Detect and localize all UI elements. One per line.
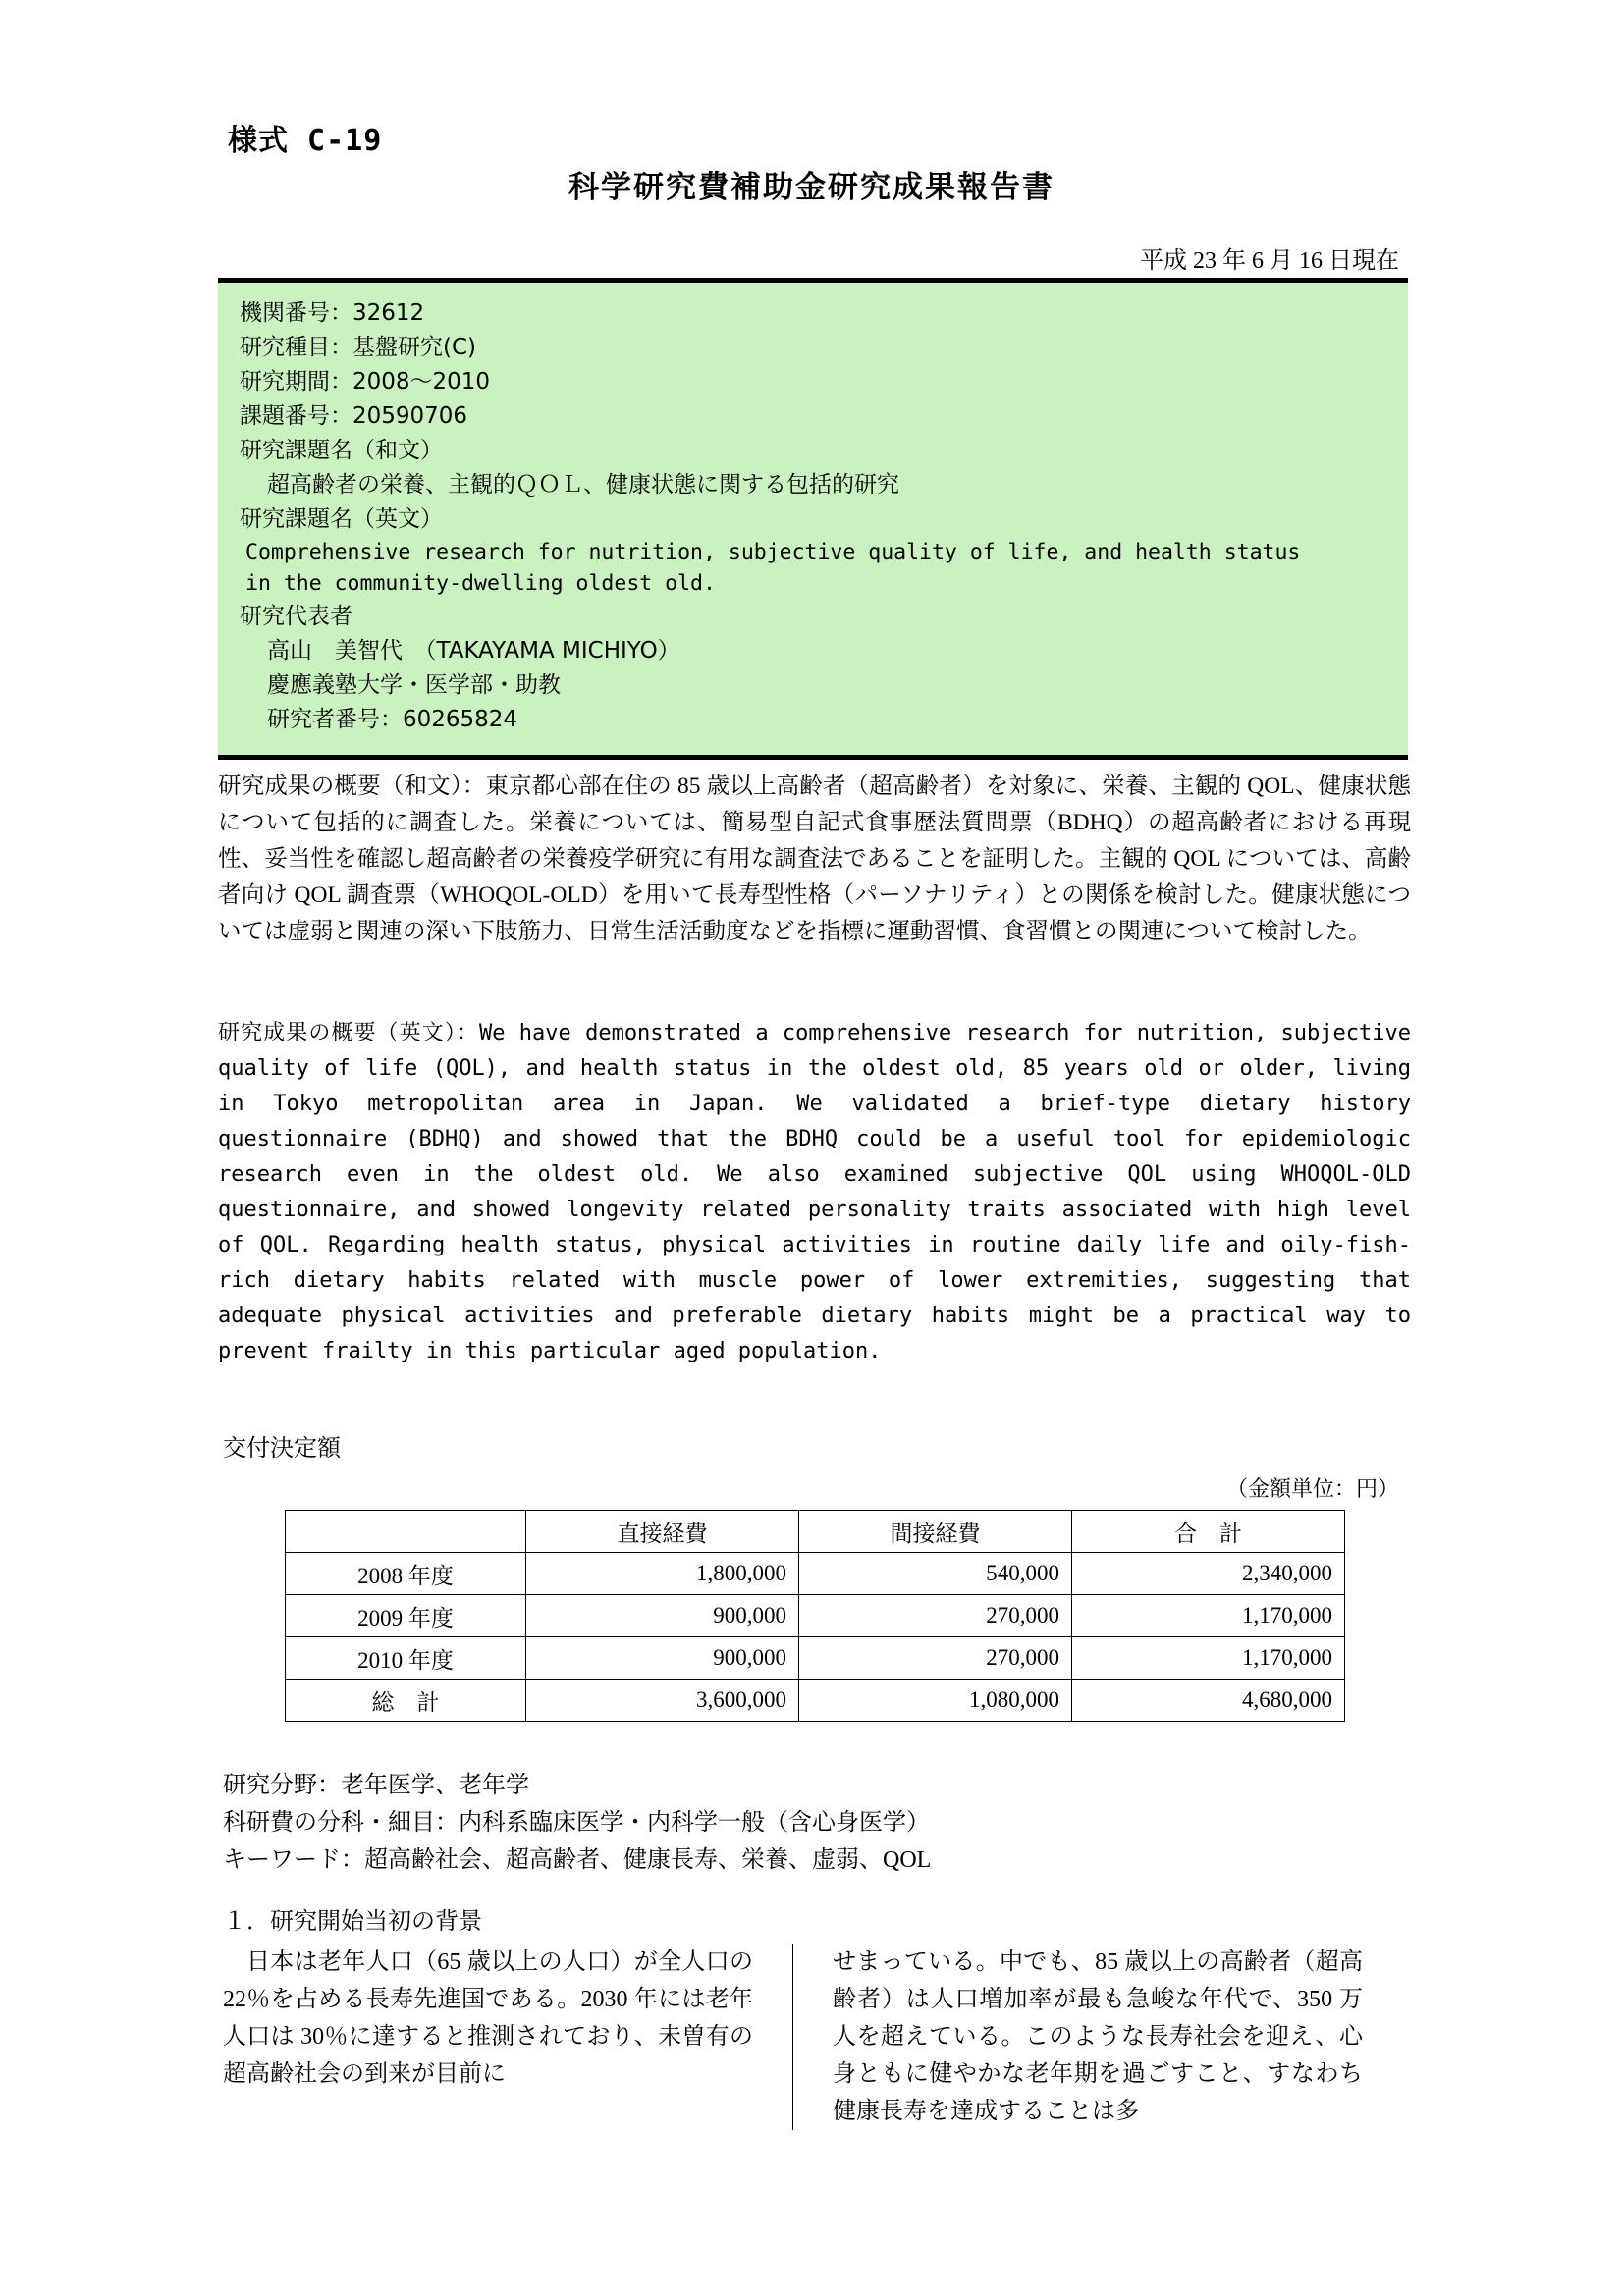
- project-info-box: [218, 278, 1408, 760]
- row-total: 4,680,000: [1072, 1680, 1345, 1722]
- row-year: 2008 年度: [286, 1553, 526, 1595]
- row-year: 総 計: [286, 1680, 526, 1722]
- row-indirect: 1,080,000: [799, 1680, 1072, 1722]
- table-row-total: [286, 1680, 1345, 1722]
- header-indirect: 間接経費: [799, 1511, 1072, 1553]
- row-year: 2010 年度: [286, 1637, 526, 1680]
- research-period: 研究期間：2008～2010: [240, 369, 491, 395]
- row-direct: 900,000: [526, 1637, 799, 1680]
- row-direct: 1,800,000: [526, 1553, 799, 1595]
- table-row: [286, 1553, 1345, 1595]
- row-total: 1,170,000: [1072, 1595, 1345, 1637]
- report-date: 平成 23 年 6 月 16 日現在: [1140, 248, 1399, 274]
- form-code: 様式 C-19: [228, 124, 383, 158]
- representative-name: 高山 美智代 （TAKAYAMA MICHIYO）: [267, 638, 680, 664]
- institution-number: 機関番号：32612: [240, 300, 425, 326]
- title-jp-label: 研究課題名（和文）: [240, 438, 443, 463]
- table-header-row: [286, 1511, 1345, 1553]
- metadata-fields: [223, 1767, 931, 1879]
- researcher-number: 研究者番号：60265824: [267, 707, 518, 732]
- header-direct: 直接経費: [526, 1511, 799, 1553]
- row-indirect: 540,000: [799, 1553, 1072, 1595]
- column-left: [223, 1944, 792, 2130]
- research-field: 研究分野：老年医学、老年学: [223, 1773, 529, 1798]
- representative-affiliation: 慶應義塾大学・医学部・助教: [267, 672, 561, 698]
- grant-amount-table: [285, 1510, 1345, 1722]
- row-indirect: 270,000: [799, 1595, 1072, 1637]
- row-year: 2009 年度: [286, 1595, 526, 1637]
- representative-label: 研究代表者: [240, 604, 352, 629]
- section-1-heading: １．研究開始当初の背景: [223, 1909, 482, 1935]
- row-indirect: 270,000: [799, 1637, 1072, 1680]
- row-direct: 900,000: [526, 1595, 799, 1637]
- title-en-value-line1: Comprehensive research for nutrition, subjective quality of life, and health status: [245, 540, 1301, 564]
- title-en-value-line2: in the community-dwelling oldest old.: [245, 571, 716, 596]
- column-right: [792, 1944, 1363, 2130]
- kakenhi-subdivision: 科研費の分科・細目：内科系臨床医学・内科学一般（含心身医学）: [223, 1810, 930, 1836]
- row-total: 1,170,000: [1072, 1637, 1345, 1680]
- section-1-right-text: せまっている。中でも、85 歳以上の高齢者（超高齢者）は人口増加率が最も急峻な年代で、350 万人を超えている。このような長寿社会を迎え、心身ともに健やかな老年期を過ごすこと、すなわち健康長寿を達成することは多: [833, 1949, 1363, 2124]
- project-number: 課題番号：20590706: [240, 403, 468, 429]
- abstract-english: 研究成果の概要（英文）：We have demonstrated a comprehensive research for nutrition, subjective quality of life (QOL), and health status in the oldest old, 85 years old or older, living in Tokyo metropolitan area in Japan. We validated a brief-type dietary history questionnaire (BDHQ) and showed that the BDHQ could be a useful tool for epidemiologic research even in the oldest old. We also examined subjective QOL using WHOQOL-OLD questionnaire, and showed longevity related personality traits associated with high level of QOL. Regarding health status, physical activities in routine daily life and oily-fish-rich dietary habits related with muscle power of lower extremities, suggesting that adequate physical activities and preferable dietary habits might be a practical way to prevent frailty in this particular aged population.: [218, 1021, 1411, 1363]
- title-en-label: 研究課題名（英文）: [240, 507, 443, 532]
- section-1-left-text: 日本は老年人口（65 歳以上の人口）が全人口の 22％を占める長寿先進国である。2030 年には老年人口は 30％に達すると推測されており、未曽有の超高齢社会の到来が目前に: [223, 1949, 753, 2087]
- research-category: 研究種目：基盤研究(C): [240, 335, 477, 360]
- row-direct: 3,600,000: [526, 1680, 799, 1722]
- table-row: [286, 1595, 1345, 1637]
- header-blank: [286, 1511, 526, 1553]
- grant-unit-note: （金額単位：円）: [1225, 1476, 1399, 1501]
- grant-amount-label: 交付決定額: [223, 1436, 341, 1462]
- abstract-japanese: 研究成果の概要（和文）：東京都心部在住の 85 歳以上高齢者（超高齢者）を対象に、栄養、主観的 QOL、健康状態について包括的に調査した。栄養については、簡易型自記式食事歴法質問票（BDHQ）の超高齢者における再現性、妥当性を確認し超高齢者の栄養疫学研究に有用な調査法であることを証明した。主観的 QOL については、高齢者向け QOL 調査票（WHOQOL-OLD）を用いて長寿型性格（パーソナリティ）との関係を検討した。健康状態については虚弱と関連の深い下肢筋力、日常生活活動度などを指標に運動習慣、食習慣との関連について検討した。: [218, 774, 1411, 944]
- header-total: 合 計: [1072, 1511, 1345, 1553]
- title-jp-value: 超高齢者の栄養、主観的ＱＯＬ、健康状態に関する包括的研究: [267, 472, 899, 498]
- two-column-body: [223, 1944, 1411, 2130]
- row-total: 2,340,000: [1072, 1553, 1345, 1595]
- page-title: 科学研究費補助金研究成果報告書: [568, 170, 1055, 205]
- keywords: キーワード：超高齢社会、超高齢者、健康長寿、栄養、虚弱、QOL: [223, 1847, 932, 1873]
- table-row: [286, 1637, 1345, 1680]
